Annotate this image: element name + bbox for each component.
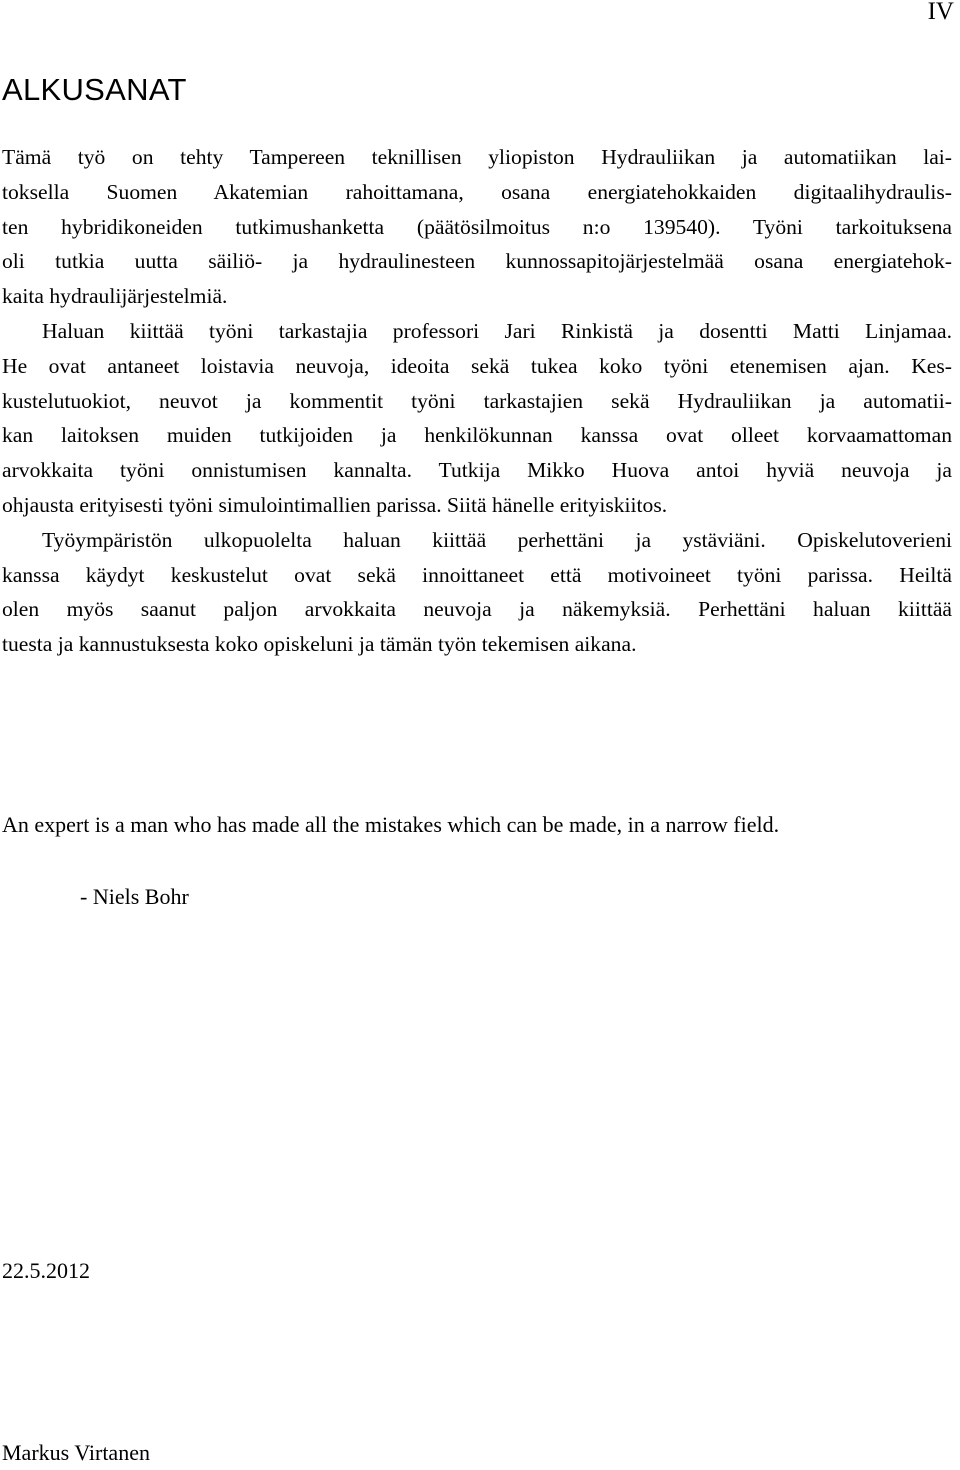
epigraph-quote: An expert is a man who has made all the mistakes which can be made, in a narrow field. xyxy=(2,812,780,837)
paragraph-2-line-6: ohjausta erityisesti työni simulointimallien parissa. Siitä hänelle erityiskiitos. xyxy=(2,492,668,517)
paragraph-1-line-5: kaita hydraulijärjestelmiä. xyxy=(2,284,228,309)
date: 22.5.2012 xyxy=(2,1258,90,1283)
page-heading: ALKUSANAT xyxy=(2,72,187,107)
paragraph-3-line-1: Työympäristön ulkopuolelta haluan kiittää perhettäni ja ystäviäni. Opiskelutoverieni xyxy=(42,527,952,552)
author-signature: Markus Virtanen xyxy=(2,1440,150,1465)
paragraph-2-line-4: kan laitoksen muiden tutkijoiden ja henkilökunnan kanssa ovat olleet korvaamattoman xyxy=(2,423,952,448)
page-number: IV xyxy=(927,0,954,25)
paragraph-3-line-2: kanssa käydyt keskustelut ovat sekä innoittaneet että motivoineet työni parissa. Heiltä xyxy=(2,562,952,587)
paragraph-1-line-1: Tämä työ on tehty Tampereen teknillisen yliopiston Hydrauliikan ja automatiikan lai- xyxy=(2,145,952,169)
paragraph-3-line-4: tuesta ja kannustuksesta koko opiskeluni ja tämän työn tekemisen aikana. xyxy=(2,632,637,657)
paragraph-2-line-1: Haluan kiittää työni tarkastajia professori Jari Rinkistä ja dosentti Matti Linjamaa. xyxy=(42,318,952,343)
paragraph-2-line-2: He ovat antaneet loistavia neuvoja, ideoita sekä tukea koko työni etenemisen ajan. Kes- xyxy=(2,353,952,378)
paragraph-3-line-3: olen myös saanut paljon arvokkaita neuvoja ja näkemyksiä. Perhettäni haluan kiittää xyxy=(2,597,952,622)
paragraph-1-line-3: ten hybridikoneiden tutkimushanketta (päätösilmoitus n:o 139540). Työni tarkoituksena xyxy=(2,214,952,239)
epigraph-author: - Niels Bohr xyxy=(80,884,189,909)
paragraph-2-line-5: arvokkaita työni onnistumisen kannalta. Tutkija Mikko Huova antoi hyviä neuvoja ja xyxy=(2,458,952,483)
paragraph-1-line-2: toksella Suomen Akatemian rahoittamana, osana energiatehokkaiden digitaalihydraulis- xyxy=(2,179,952,204)
preface-body xyxy=(2,140,952,662)
paragraph-1-line-4: oli tutkia uutta säiliö- ja hydraulinesteen kunnossapitojärjestelmää osana energiatehok- xyxy=(2,249,952,274)
paragraph-2-line-3: kustelutuokiot, neuvot ja kommentit työni tarkastajien sekä Hydrauliikan ja automatii- xyxy=(2,388,952,413)
